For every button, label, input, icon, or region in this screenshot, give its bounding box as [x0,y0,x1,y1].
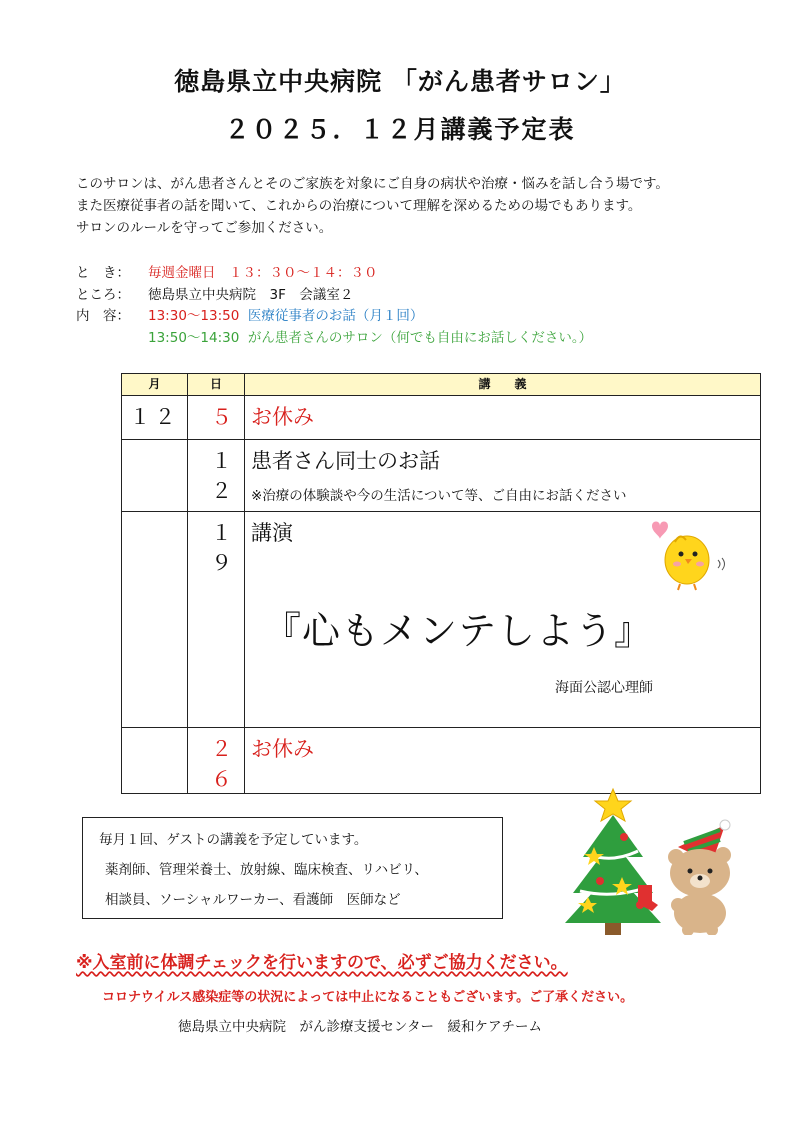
event-info [76,263,592,349]
table-row [122,512,761,728]
when-value: 毎週金曜日 １３：３０～１４：３０ [148,265,378,281]
lecture-title: 患者さん同士のお話 [251,449,440,473]
lecture-title: 講演 [251,521,293,545]
heart-icon [652,522,668,540]
content-label: 内 容： [76,308,130,324]
where-value: 徳島県立中央病院 3F 会議室２ [148,286,354,303]
guest-line: 相談員、ソーシャルワーカー、看護師 医師など [105,892,401,908]
table-header-row [122,374,761,396]
footer-organization: 徳島県立中央病院 がん診療支援センター 緩和ケアチーム [178,1019,542,1035]
content1-text: 医療従事者のお話（月１回） [247,308,424,324]
lecture-cell: お休み [245,728,761,794]
table-row [122,440,761,512]
content1-time: 13:30～13:50 [148,308,240,324]
warning-health-check: ※入室前に体調チェックを行いますので、必ずご協力ください。 [76,953,568,973]
month-cell [122,440,188,512]
info-when [76,263,592,285]
content2-time: 13:50～14:30 [148,329,240,346]
info-where [76,285,592,307]
lecturer-name: 海面公認心理師 [555,680,653,696]
christmas-tree-illustration [560,785,750,935]
warning-cancellation: コロナウイルス感染症等の状況によっては中止になることもございます。ご了承ください。 [102,990,634,1005]
day-cell: １２ [188,440,245,512]
intro-text [76,173,669,239]
content2-text: がん患者さんのサロン（何でも自由にお話しください。） [247,329,593,346]
guest-lecture-box [82,817,503,919]
table-row [122,396,761,440]
page-title: 徳島県立中央病院 「がん患者サロン」 [174,67,626,96]
header-lecture: 講 義 [245,374,761,396]
where-label: ところ： [76,286,130,303]
lecture-note: ※治療の体験談や今の生活について等、ご自由にお話ください [251,488,627,504]
header-day: 日 [188,374,245,396]
header-month: 月 [122,374,188,396]
lecture-cell: お休み [245,396,761,440]
month-cell: １２ [122,396,188,440]
lecture-cell [245,512,761,728]
lecture-big-title: 『心もメンテしよう』 [263,609,654,653]
day-cell: ２６ [188,728,245,794]
when-label: と き： [76,265,130,281]
intro-line: サロンのルールを守ってご参加ください。 [76,220,333,236]
lecture-cell [245,440,761,512]
info-content-1 [76,306,592,328]
month-cell [122,512,188,728]
info-content-2 [76,328,592,350]
intro-line: このサロンは、がん患者さんとそのご家族を対象にご自身の病状や治療・悩みを話し合う場です。 [76,176,669,192]
page-subtitle: ２０２５．１２月講義予定表 [224,115,576,144]
schedule-table [121,373,761,794]
day-cell: ５ [188,396,245,440]
table-row [122,728,761,794]
guest-line: 毎月１回、ゲストの講義を予定しています。 [99,832,368,848]
day-cell: １９ [188,512,245,728]
guest-line: 薬剤師、管理栄養士、放射線、臨床検査、リハビリ、 [105,862,428,878]
bear-illustration [668,820,731,935]
intro-line: また医療従事者の話を聞いて、これからの治療について理解を深めるための場でもあります。 [76,198,642,214]
month-cell [122,728,188,794]
chick-illustration [640,512,730,592]
